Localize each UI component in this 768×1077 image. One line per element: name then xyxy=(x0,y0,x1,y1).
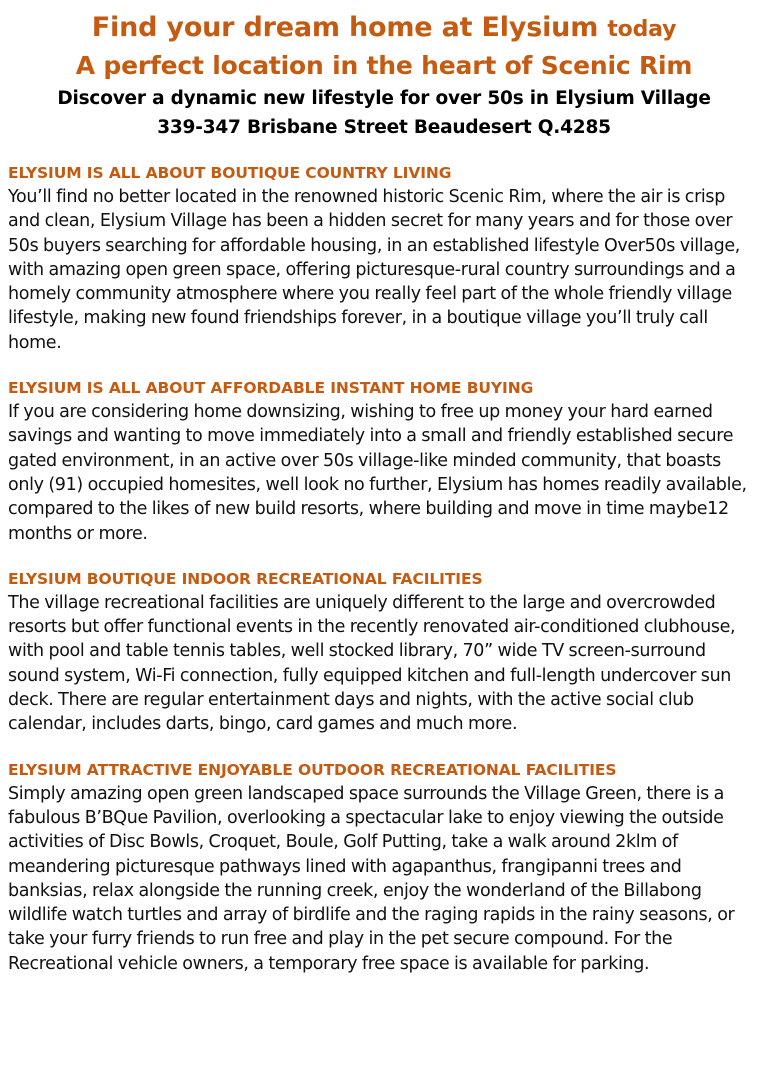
address: 339-347 Brisbane Street Beaudesert Q.4285 xyxy=(157,117,611,138)
main-title-suffix: today xyxy=(607,17,677,42)
section-home-buying xyxy=(8,376,760,546)
section-country-living xyxy=(8,161,760,355)
section-indoor-facilities xyxy=(8,567,760,737)
section-heading: ELYSIUM ATTRACTIVE ENJOYABLE OUTDOOR RECREATIONAL FACILITIES xyxy=(8,760,617,779)
main-title-text: Find your dream home at Elysium xyxy=(91,12,599,43)
document-header xyxy=(8,10,760,142)
subtitle: A perfect location in the heart of Scenic Rim xyxy=(75,51,693,80)
tagline: Discover a dynamic new lifestyle for over 50s in Elysium Village xyxy=(57,88,711,109)
sections xyxy=(8,161,760,976)
section-outdoor-facilities xyxy=(8,758,760,976)
section-heading: ELYSIUM IS ALL ABOUT BOUTIQUE COUNTRY LIVING xyxy=(8,164,452,182)
section-body: Simply amazing open green landscaped space surrounds the Village Green, there is a fabulous B’BQue Pavilion, overlooking a spectacular lake to enjoy viewing the outside activities of Disc Bowls, Croquet, Boule, Golf Putting, take a walk around 2klm of meandering picturesque pathways lined with agapanthus, frangipanni trees and banksias, relax alongside the running creek, enjoy the wonderland of the Billabong wildlife watch turtles and array of birdlife and the raging rapids in the rainy seasons, or take your furry friends to run free and play in the pet secure compound. For the Recreational vehicle owners, a temporary free space is available for parking. xyxy=(8,783,735,974)
main-title xyxy=(8,10,760,48)
section-heading: ELYSIUM IS ALL ABOUT AFFORDABLE INSTANT HOME BUYING xyxy=(8,379,534,398)
section-body: The village recreational facilities are uniquely different to the large and overcrowded resorts but offer functional events in the recently renovated air-conditioned clubhouse, with pool and table tennis tables, well stocked library, 70” wide TV screen-surround sound system, Wi-Fi connection, fully equipped kitchen and full-length undercover sun deck. There are regular entertainment days and nights, with the active social club calendar, includes darts, bingo, card games and much more. xyxy=(8,592,736,735)
section-heading: ELYSIUM BOUTIQUE INDOOR RECREATIONAL FACILITIES xyxy=(8,569,483,588)
section-body: You’ll find no better located in the renowned historic Scenic Rim, where the air is crisp and clean, Elysium Village has been a hidden secret for many years and for those over 50s buyers searching for affordable housing, in an established lifestyle Over50s village, with amazing open green space, offering picturesque-rural country surroundings and a homely community atmosphere where you really feel part of the whole friendly village lifestyle, making new found friendships forever, in a boutique village you’ll truly call home. xyxy=(8,187,741,353)
section-body: If you are considering home downsizing, wishing to free up money your hard earned savings and wanting to move immediately into a small and friendly established secure gated environment, in an active over 50s village-like minded community, that boasts only (91) occupied homesites, well look no further, Elysium has homes readily available, compared to the likes of new build resorts, where building and move in time maybe12 months or more. xyxy=(8,402,747,544)
